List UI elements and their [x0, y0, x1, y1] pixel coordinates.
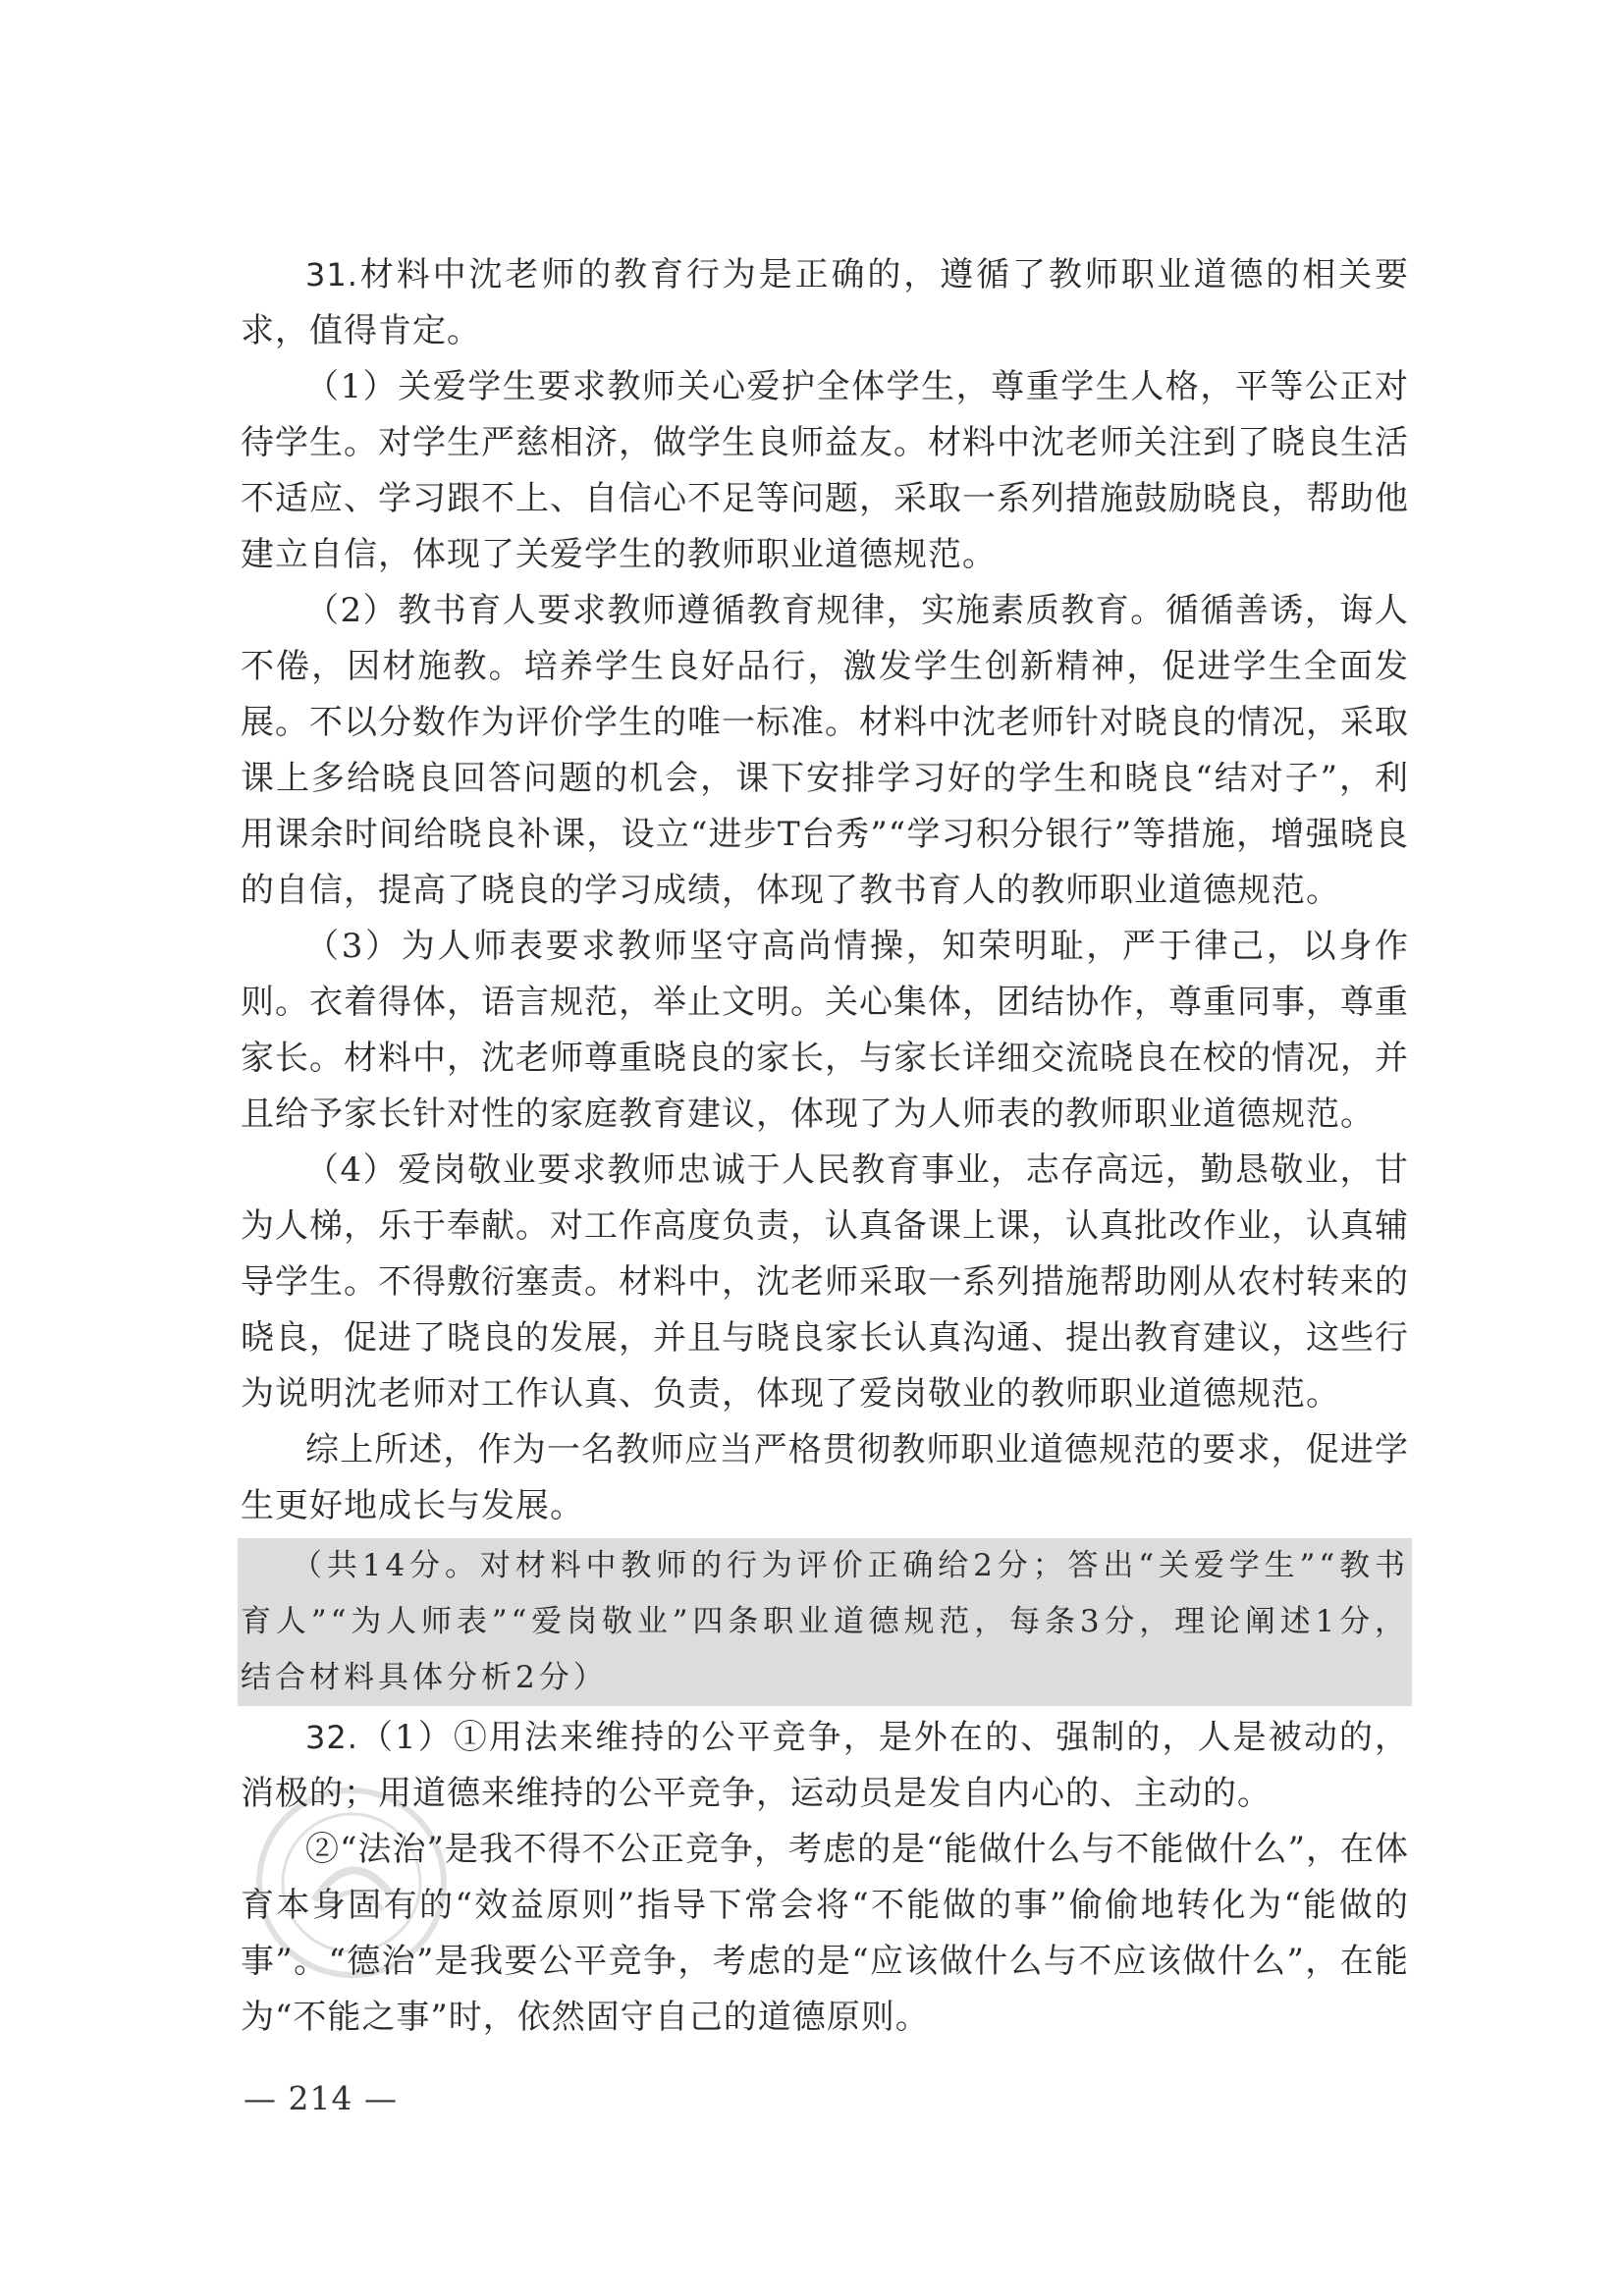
q31-point-1: （1）关爱学生要求教师关心爱护全体学生，尊重学生人格，平等公正对待学生。对学生严慈相济，做学生良师益友。材料中沈老师关注到了晓良生活不适应、学习跟不上、自信心不足等问题，采取一系列措施鼓励晓良，帮助他建立自信，体现了关爱学生的教师职业道德规范。 — [241, 367, 1409, 574]
q31-number: 31. — [305, 256, 358, 294]
q32-number: 32. — [305, 1719, 358, 1756]
q31-intro-text: 材料中沈老师的教育行为是正确的，遵循了教师职业道德的相关要求，值得肯定。 — [241, 255, 1409, 350]
main-content — [241, 247, 1409, 2046]
q32-second-paragraph: ②“法治”是我不得不公正竞争，考虑的是“能做什么与不能做什么”，在体育本身固有的“效益原则”指导下常会将“不能做的事”偷偷地转化为“能做的事”。“德治”是我要公平竞争，考虑的是“应该做什么与不应该做什么”，在能为“不能之事”时，依然固守自己的道德原则。 — [241, 1830, 1409, 2037]
q31-scoring-text: （共14分。对材料中教师的行为评价正确给2分；答出“关爱学生”“教书育人”“为人师表”“爱岗敬业”四条职业道德规范，每条3分，理论阐述1分，结合材料具体分析2分） — [241, 1548, 1409, 1695]
q31-intro-paragraph — [241, 247, 1409, 359]
q31-point-3: （3）为人师表要求教师坚守高尚情操，知荣明耻，严于律己，以身作则。衣着得体，语言规范，举止文明。关心集体，团结协作，尊重同事，尊重家长。材料中，沈老师尊重晓良的家长，与家长详细交流晓良在校的情况，并且给予家长针对性的家庭教育建议，体现了为人师表的教师职业道德规范。 — [241, 927, 1409, 1134]
q32-first-text: （1）①用法来维持的公平竞争，是外在的、强制的，人是被动的，消极的；用道德来维持的公平竞争，运动员是发自内心的、主动的。 — [241, 1718, 1409, 1813]
q31-point-4: （4）爱岗敬业要求教师忠诚于人民教育事业，志存高远，勤恳敬业，甘为人梯，乐于奉献。对工作高度负责，认真备课上课，认真批改作业，认真辅导学生。不得敷衍塞责。材料中，沈老师采取一系列措施帮助刚从农村转来的晓良，促进了晓良的发展，并且与晓良家长认真沟通、提出教育建议，这些行为说明沈老师对工作认真、负责，体现了爱岗敬业的教师职业道德规范。 — [241, 1150, 1409, 1414]
q31-conclusion: 综上所述，作为一名教师应当严格贯彻教师职业道德规范的要求，促进学生更好地成长与发展。 — [241, 1430, 1409, 1525]
q31-point-2: （2）教书育人要求教师遵循教育规律，实施素质教育。循循善诱，诲人不倦，因材施教。培养学生良好品行，激发学生创新精神，促进学生全面发展。不以分数作为评价学生的唯一标准。材料中沈老师针对晓良的情况，采取课上多给晓良回答问题的机会，课下安排学习好的学生和晓良“结对子”，利用课余时间给晓良补课，设立“进步T台秀”“学习积分银行”等措施，增强晓良的自信，提高了晓良的学习成绩，体现了教书育人的教师职业道德规范。 — [241, 591, 1409, 910]
q31-scoring-box — [238, 1538, 1412, 1706]
page-number: — 214 — — [244, 2079, 398, 2117]
q32-first-paragraph — [241, 1710, 1409, 1822]
